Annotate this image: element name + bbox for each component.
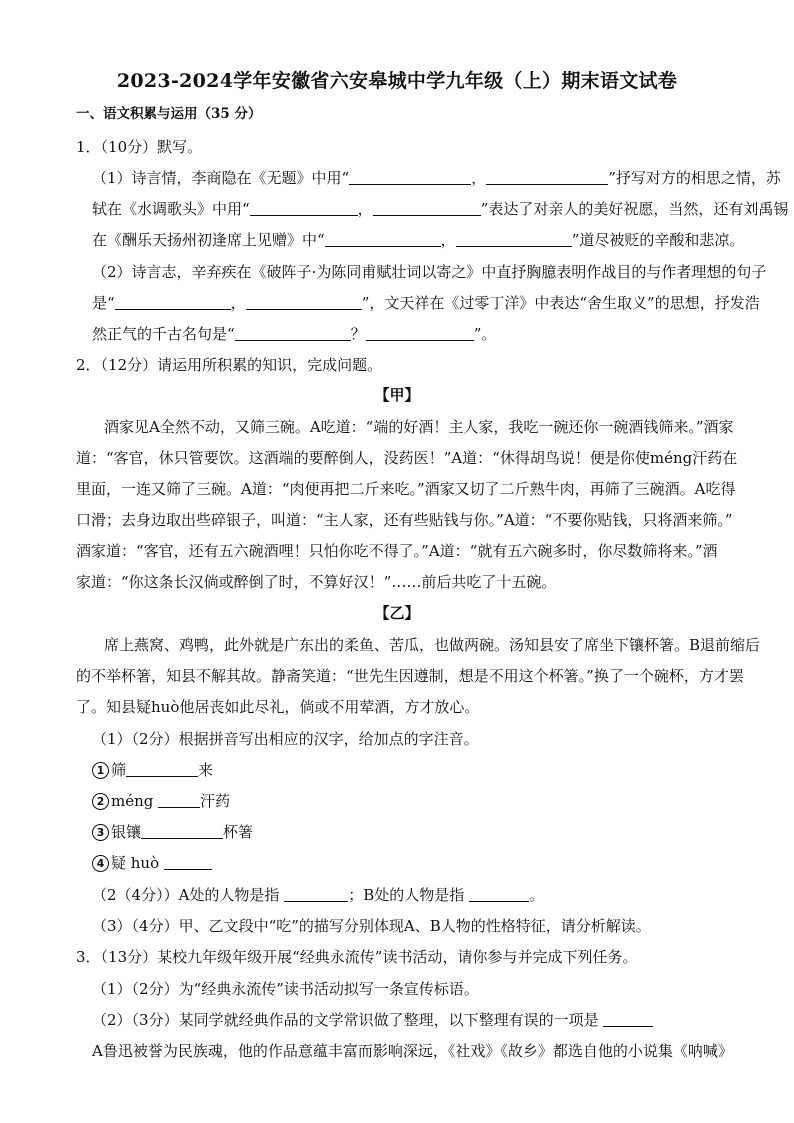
circled-number: 1 — [92, 762, 109, 779]
circled-number: 4 — [92, 855, 109, 872]
text: 银镶 — [111, 823, 142, 841]
text: 轼在《水调歌头》中用“ — [92, 200, 250, 218]
text: ， — [440, 231, 456, 249]
answer-blank[interactable] — [158, 791, 200, 808]
text: ”道尽被贬的辛酸和悲凉。 — [571, 231, 745, 249]
q2-item-1 — [92, 759, 213, 781]
q2-item-3 — [92, 821, 253, 843]
passage-jia-line: 酒家见A全然不动，又筛三碗。A吃道：“端的好酒！主人家，我吃一碗还你一碗酒钱筛来。”酒家 — [104, 418, 734, 436]
text: 是“ — [92, 294, 115, 312]
text: 。 — [529, 886, 545, 904]
passage-jia-line: 道：“客官，休只管要饮。这酒端的要醉倒人，没药医！”A道：“休得胡鸟说！便是你使méng汗药在 — [76, 449, 738, 467]
text: ， — [230, 294, 246, 312]
text: ？ — [350, 325, 366, 343]
text: （2（4分））A处的人物是指 — [92, 886, 285, 904]
answer-blank[interactable] — [250, 199, 358, 216]
answer-blank[interactable] — [456, 230, 572, 247]
q3-sub1: （1）（2分）为“经典永流传”读书活动拟写一条宣传标语。 — [92, 980, 479, 998]
passage-yi-line: 了。知县疑huò他居丧如此尽礼，倘或不用荤酒，方才放心。 — [76, 698, 480, 716]
text: （1）诗言情，李商隐在《无题》中用“ — [92, 169, 350, 187]
circled-number: 2 — [92, 793, 109, 810]
text: ；B处的人物是指 — [348, 886, 469, 904]
text: 汗药 — [200, 792, 231, 810]
text: méng — [111, 792, 159, 810]
answer-blank[interactable] — [126, 760, 198, 777]
question-3-heading: 3．（13分）某校九年级年级开展“经典永流传”读书活动，请你参与并完成下列任务。 — [76, 948, 638, 966]
q3-sub2 — [92, 1009, 653, 1031]
answer-blank[interactable] — [284, 885, 348, 902]
answer-blank[interactable] — [603, 1010, 653, 1027]
q2-item-2 — [92, 790, 230, 812]
q1-part2-line3 — [92, 323, 496, 345]
q2-sub2 — [92, 884, 544, 906]
passage-jia-line: 家道：“你这条长汉倘或醉倒了时，不算好汉！”……前后共吃了十五碗。 — [76, 573, 557, 591]
answer-blank[interactable] — [325, 230, 441, 247]
text: 然正气的千古名句是“ — [92, 325, 235, 343]
answer-blank[interactable] — [349, 168, 471, 185]
text: ， — [357, 200, 373, 218]
q2-sub1: （1）（2分）根据拼音写出相应的汉字，给加点的字注音。 — [92, 730, 479, 748]
answer-blank[interactable] — [235, 324, 351, 341]
q1-part1-line1 — [92, 167, 781, 189]
text: 筛 — [111, 761, 127, 779]
q2-sub3: （3）（4分）甲、乙文段中“吃”的描写分别体现A、B人物的性格特征，请分析解读。 — [92, 917, 651, 935]
passage-yi-line: 席上燕窝、鸡鸭，此外就是广东出的柔鱼、苦瓜，也做两碗。汤知县安了席坐下镶杯箸。B退前缩后 — [104, 636, 761, 654]
passage-jia-line: 酒家道：“客官，还有五六碗酒哩！只怕你吃不得了。”A道：“就有五六碗多时，你尽数筛将来。”酒 — [76, 542, 718, 560]
answer-blank[interactable] — [373, 199, 481, 216]
q1-part2-line1: （2）诗言志，辛弃疾在《破阵子·为陈同甫赋壮词以寄之》中直抒胸臆表明作战目的与作者理想的句子 — [92, 263, 767, 281]
answer-blank[interactable] — [115, 293, 231, 310]
answer-blank[interactable] — [141, 822, 223, 839]
text: 疑 huò — [111, 854, 164, 872]
text: 杯箸 — [223, 823, 254, 841]
q1-part1-line3 — [92, 229, 744, 251]
text: ”抒写对方的相思之情，苏 — [608, 169, 781, 187]
passage-yi-label: 【乙】 — [374, 604, 420, 622]
q1-part2-line2 — [92, 292, 760, 314]
passage-jia-label: 【甲】 — [374, 386, 420, 404]
text: ， — [471, 169, 487, 187]
text: 在《酬乐天扬州初逢席上见赠》中“ — [92, 231, 325, 249]
answer-blank[interactable] — [366, 324, 474, 341]
q2-item-4 — [92, 852, 212, 874]
circled-number: 3 — [92, 824, 109, 841]
answer-blank[interactable] — [486, 168, 608, 185]
q3-option-a: A鲁迅被誉为民族魂，他的作品意蕴丰富而影响深远，《社戏》《故乡》都选自他的小说集《呐喊》 — [92, 1042, 733, 1060]
question-1-heading: 1．（10分）默写。 — [76, 138, 203, 156]
text: 来 — [198, 761, 214, 779]
text: ”表达了对亲人的美好祝愿，当然，还有刘禹锡 — [480, 200, 789, 218]
answer-blank[interactable] — [164, 853, 212, 870]
passage-jia-line: 口滑；去身边取出些碎银子，叫道：“主人家，还有些贴钱与你。”A道：“不要你贴钱，只将酒来筛。” — [76, 511, 733, 529]
question-2-heading: 2．（12分）请运用所积累的知识，完成问题。 — [76, 356, 383, 374]
text: ”，文天祥在《过零丁洋》中表达“舍生取义”的思想，抒发浩 — [361, 294, 760, 312]
q1-part1-line2 — [92, 198, 788, 220]
text: （2）（3分）某同学就经典作品的文学常识做了整理，以下整理有误的一项是 — [92, 1011, 604, 1029]
section-heading: 一、语文积累与运用（35 分） — [76, 106, 262, 122]
page-title: 2023-2024学年安徽省六安皋城中学九年级（上）期末语文试卷 — [116, 70, 678, 92]
passage-jia-line: 里面，一连又筛了三碗。A道：“肉便再把二斤来吃。”酒家又切了二斤熟牛肉，再筛了三碗酒。A吃得 — [76, 480, 736, 498]
answer-blank[interactable] — [246, 293, 362, 310]
passage-yi-line: 的不举杯箸，知县不解其故。静斋笑道：“世先生因遵制，想是不用这个杯箸。”换了一个碗杯，方才罢 — [76, 667, 744, 685]
answer-blank[interactable] — [469, 885, 529, 902]
text: ”。 — [473, 325, 497, 343]
